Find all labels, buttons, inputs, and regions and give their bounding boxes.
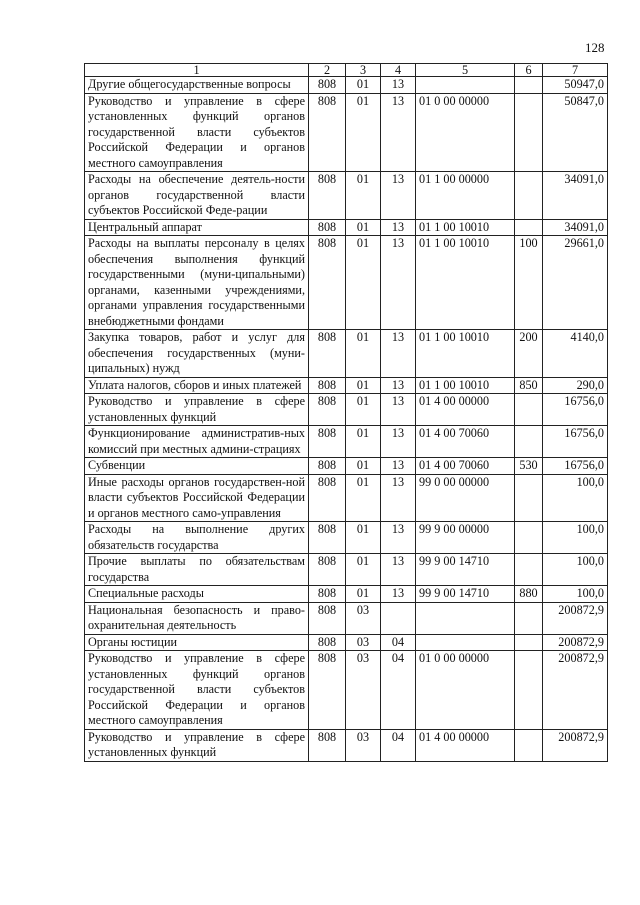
amount-cell: 100,0: [543, 522, 608, 554]
section-code-cell: 01: [346, 394, 381, 426]
item-name-cell: Руководство и управление в сфере установленных функций органов государственной власти субъектов Российской Федерации и органов местного самоуправления: [85, 93, 309, 172]
section-code-cell: 01: [346, 586, 381, 603]
section-code-cell: 03: [346, 729, 381, 761]
expense-type-cell: 880: [515, 586, 543, 603]
expense-type-cell: [515, 522, 543, 554]
admin-code-cell: 808: [309, 458, 346, 475]
target-article-cell: 01 1 00 00000: [416, 172, 515, 220]
amount-cell: 16756,0: [543, 426, 608, 458]
target-article-cell: 01 1 00 10010: [416, 330, 515, 378]
header-cell: 4: [381, 64, 416, 77]
admin-code-cell: 808: [309, 236, 346, 330]
item-name-cell: Национальная безопасность и право-охранительная деятельность: [85, 602, 309, 634]
table-row: [85, 77, 608, 94]
admin-code-cell: 808: [309, 172, 346, 220]
admin-code-cell: 808: [309, 586, 346, 603]
admin-code-cell: 808: [309, 651, 346, 730]
table-row: [85, 172, 608, 220]
subsection-code-cell: [381, 602, 416, 634]
amount-cell: 200872,9: [543, 634, 608, 651]
header-cell: 6: [515, 64, 543, 77]
expense-type-cell: [515, 394, 543, 426]
item-name-cell: Специальные расходы: [85, 586, 309, 603]
table-row: [85, 586, 608, 603]
header-cell: 3: [346, 64, 381, 77]
subsection-code-cell: 13: [381, 554, 416, 586]
amount-cell: 50847,0: [543, 93, 608, 172]
item-name-cell: Расходы на выполнение других обязательств государства: [85, 522, 309, 554]
expense-type-cell: [515, 77, 543, 94]
admin-code-cell: 808: [309, 93, 346, 172]
amount-cell: 200872,9: [543, 651, 608, 730]
admin-code-cell: 808: [309, 474, 346, 522]
expense-type-cell: 100: [515, 236, 543, 330]
item-name-cell: Центральный аппарат: [85, 219, 309, 236]
section-code-cell: 01: [346, 172, 381, 220]
item-name-cell: Расходы на выплаты персоналу в целях обеспечения выполнения функций государственными (муни-ципальными) органами, казенными учреждениями, органами управления государственными внебюджетными фондами: [85, 236, 309, 330]
section-code-cell: 01: [346, 474, 381, 522]
table-row: [85, 474, 608, 522]
table-row: [85, 219, 608, 236]
amount-cell: 50947,0: [543, 77, 608, 94]
amount-cell: 100,0: [543, 586, 608, 603]
amount-cell: 200872,9: [543, 729, 608, 761]
section-code-cell: 03: [346, 634, 381, 651]
subsection-code-cell: 13: [381, 394, 416, 426]
target-article-cell: 01 1 00 10010: [416, 377, 515, 394]
target-article-cell: [416, 77, 515, 94]
subsection-code-cell: 13: [381, 77, 416, 94]
item-name-cell: Расходы на обеспечение деятель-ности органов государственной власти субъектов Российской Феде-рации: [85, 172, 309, 220]
admin-code-cell: 808: [309, 330, 346, 378]
admin-code-cell: 808: [309, 522, 346, 554]
target-article-cell: 01 4 00 70060: [416, 458, 515, 475]
table-row: [85, 377, 608, 394]
item-name-cell: Руководство и управление в сфере установленных функций: [85, 729, 309, 761]
admin-code-cell: 808: [309, 729, 346, 761]
expense-type-cell: [515, 172, 543, 220]
section-code-cell: 01: [346, 236, 381, 330]
admin-code-cell: 808: [309, 377, 346, 394]
admin-code-cell: 808: [309, 426, 346, 458]
table-row: [85, 394, 608, 426]
budget-table: [84, 63, 608, 762]
amount-cell: 16756,0: [543, 458, 608, 475]
amount-cell: 290,0: [543, 377, 608, 394]
header-cell: 2: [309, 64, 346, 77]
table-row: [85, 554, 608, 586]
header-cell: 5: [416, 64, 515, 77]
subsection-code-cell: 13: [381, 426, 416, 458]
section-code-cell: 01: [346, 219, 381, 236]
expense-type-cell: [515, 426, 543, 458]
table-row: [85, 729, 608, 761]
subsection-code-cell: 13: [381, 474, 416, 522]
expense-type-cell: [515, 554, 543, 586]
target-article-cell: 01 0 00 00000: [416, 651, 515, 730]
amount-cell: 34091,0: [543, 172, 608, 220]
section-code-cell: 01: [346, 522, 381, 554]
amount-cell: 29661,0: [543, 236, 608, 330]
amount-cell: 34091,0: [543, 219, 608, 236]
table-header-row: [85, 64, 608, 77]
subsection-code-cell: 13: [381, 458, 416, 475]
admin-code-cell: 808: [309, 634, 346, 651]
table-row: [85, 236, 608, 330]
section-code-cell: 03: [346, 602, 381, 634]
section-code-cell: 01: [346, 458, 381, 475]
subsection-code-cell: 13: [381, 219, 416, 236]
subsection-code-cell: 13: [381, 93, 416, 172]
table-row: [85, 458, 608, 475]
subsection-code-cell: 13: [381, 330, 416, 378]
table-row: [85, 426, 608, 458]
subsection-code-cell: 04: [381, 634, 416, 651]
admin-code-cell: 808: [309, 77, 346, 94]
amount-cell: 100,0: [543, 554, 608, 586]
header-cell: 1: [85, 64, 309, 77]
item-name-cell: Руководство и управление в сфере установленных функций органов государственной власти субъектов Российской Федерации и органов местного самоуправления: [85, 651, 309, 730]
target-article-cell: 99 9 00 00000: [416, 522, 515, 554]
target-article-cell: 01 1 00 10010: [416, 236, 515, 330]
expense-type-cell: [515, 729, 543, 761]
target-article-cell: 01 1 00 10010: [416, 219, 515, 236]
expense-type-cell: [515, 474, 543, 522]
subsection-code-cell: 13: [381, 377, 416, 394]
amount-cell: 100,0: [543, 474, 608, 522]
item-name-cell: Прочие выплаты по обязательствам государства: [85, 554, 309, 586]
target-article-cell: 01 4 00 00000: [416, 394, 515, 426]
subsection-code-cell: 13: [381, 236, 416, 330]
admin-code-cell: 808: [309, 219, 346, 236]
amount-cell: 200872,9: [543, 602, 608, 634]
subsection-code-cell: 13: [381, 522, 416, 554]
section-code-cell: 01: [346, 554, 381, 586]
admin-code-cell: 808: [309, 602, 346, 634]
table-row: [85, 602, 608, 634]
item-name-cell: Закупка товаров, работ и услуг для обеспечения государственных (муни-ципальных) нужд: [85, 330, 309, 378]
target-article-cell: 99 9 00 14710: [416, 586, 515, 603]
amount-cell: 16756,0: [543, 394, 608, 426]
target-article-cell: 01 4 00 70060: [416, 426, 515, 458]
table-row: [85, 330, 608, 378]
section-code-cell: 01: [346, 93, 381, 172]
section-code-cell: 03: [346, 651, 381, 730]
item-name-cell: Функционирование административ-ных комиссий при местных админи-страциях: [85, 426, 309, 458]
header-cell: 7: [543, 64, 608, 77]
section-code-cell: 01: [346, 377, 381, 394]
section-code-cell: 01: [346, 426, 381, 458]
expense-type-cell: [515, 634, 543, 651]
subsection-code-cell: 13: [381, 172, 416, 220]
expense-type-cell: [515, 93, 543, 172]
subsection-code-cell: 13: [381, 586, 416, 603]
table-row: [85, 522, 608, 554]
section-code-cell: 01: [346, 330, 381, 378]
page-number: 128: [585, 40, 605, 55]
subsection-code-cell: 04: [381, 651, 416, 730]
item-name-cell: Другие общегосударственные вопросы: [85, 77, 309, 94]
table-row: [85, 651, 608, 730]
item-name-cell: Иные расходы органов государствен-ной власти субъектов Российской Федерации и органов местного само-управления: [85, 474, 309, 522]
item-name-cell: Субвенции: [85, 458, 309, 475]
item-name-cell: Органы юстиции: [85, 634, 309, 651]
target-article-cell: 01 0 00 00000: [416, 93, 515, 172]
admin-code-cell: 808: [309, 554, 346, 586]
table-row: [85, 634, 608, 651]
amount-cell: 4140,0: [543, 330, 608, 378]
target-article-cell: [416, 602, 515, 634]
section-code-cell: 01: [346, 77, 381, 94]
target-article-cell: [416, 634, 515, 651]
expense-type-cell: 850: [515, 377, 543, 394]
target-article-cell: 01 4 00 00000: [416, 729, 515, 761]
table-row: [85, 93, 608, 172]
subsection-code-cell: 04: [381, 729, 416, 761]
expense-type-cell: [515, 602, 543, 634]
admin-code-cell: 808: [309, 394, 346, 426]
item-name-cell: Уплата налогов, сборов и иных платежей: [85, 377, 309, 394]
expense-type-cell: 530: [515, 458, 543, 475]
expense-type-cell: 200: [515, 330, 543, 378]
item-name-cell: Руководство и управление в сфере установленных функций: [85, 394, 309, 426]
target-article-cell: 99 0 00 00000: [416, 474, 515, 522]
target-article-cell: 99 9 00 14710: [416, 554, 515, 586]
expense-type-cell: [515, 651, 543, 730]
expense-type-cell: [515, 219, 543, 236]
